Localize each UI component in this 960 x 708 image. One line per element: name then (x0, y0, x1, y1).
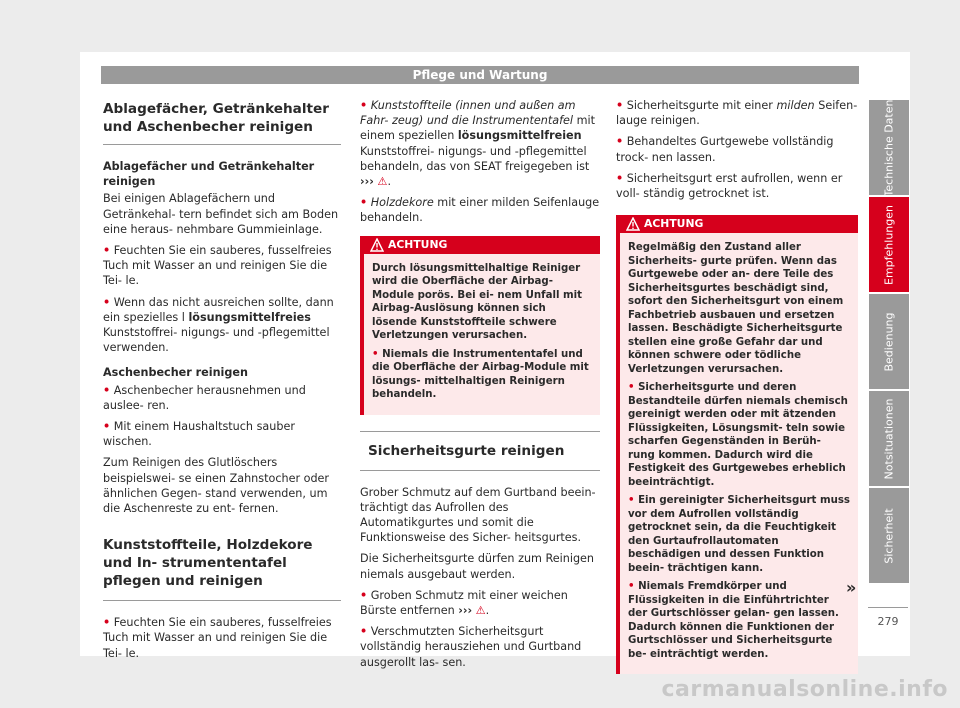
column-2 (360, 98, 600, 676)
warning-title: ACHTUNG (644, 217, 704, 231)
section-heading-box (103, 536, 341, 601)
bullet-item: • Aschenbecher herausnehmen und auslee- ren. (103, 383, 306, 412)
section-heading-box (360, 431, 600, 471)
tab-notsituationen[interactable]: Notsituationen (869, 391, 909, 486)
warning-body (620, 233, 858, 674)
cross-reference-link[interactable]: ››› (458, 604, 473, 618)
bullet-icon: • (103, 295, 111, 309)
bullet-icon: • (360, 99, 368, 112)
tab-empfehlungen[interactable]: Empfehlungen (869, 197, 909, 292)
paragraph: Die Sicherheitsgurte dürfen zum Reinigen niemals ausgebaut werden. (360, 552, 595, 581)
bullet-icon: • (628, 495, 635, 507)
bullet-icon: • (103, 244, 111, 258)
warning-triangle-icon: ⚠ (475, 604, 486, 618)
section-heading: Sicherheitsgurte reinigen (368, 442, 565, 459)
watermark: carmanualsonline.info (661, 677, 948, 702)
column-3 (616, 98, 858, 674)
bullet-icon: • (616, 171, 624, 185)
warning-box (616, 215, 858, 674)
bullet-icon: • (360, 588, 368, 602)
paragraph: Zum Reinigen des Glutlöschers beispielswei- se einen Zahnstocher oder ähnlichen Gegen- stand verwenden, um die Aschenreste zu ent- fernen. (103, 456, 330, 516)
warning-header (620, 215, 858, 233)
section-heading-box (103, 98, 341, 145)
warning-text: Durch lösungsmittelhaltige Reiniger wird die Oberfläche der Airbag-Module porös. Bei ei- nem Unfall mit Airbag-Auslösung können sich lösende Kunststoffteile schwere Verletzungen verursachen. (372, 262, 582, 342)
bullet-item: • Behandeltes Gurtgewebe vollständig trock- nen lassen. (616, 135, 834, 164)
warning-box (360, 236, 600, 415)
bullet-item: • Mit einem Haushaltstuch sauber wischen. (103, 420, 295, 449)
bullet-item: • Kunststoffteile (innen und außen am Fahr- zeug) und die Instrumententafel mit einem speziellen lösungsmittelfreien Kunststoffrei- nigungs- und -pflegemittel behandeln, das von SEAT freigegeben ist ››› ⚠. (360, 99, 595, 189)
tab-sicherheit[interactable]: Sicherheit (869, 488, 909, 583)
bullet-item: • Wenn das nicht ausreichen sollte, dann ein spezielles l lösungsmittelfreies Kunststoffrei- nigungs- und -pflegemittel verwenden. (103, 295, 334, 355)
paragraph: Bei einigen Ablagefächern und Getränkehal- tern befindet sich am Boden eine heraus- nehmbare Gummieinlage. (103, 192, 339, 236)
bullet-item: • Verschmutzten Sicherheitsgurt vollständig herausziehen und Gurtband ausgerollt las- sen. (360, 625, 582, 669)
bullet-icon: • (103, 616, 111, 630)
continue-arrow-icon: » (846, 578, 857, 597)
tab-technische-daten[interactable]: Technische Daten (869, 100, 909, 195)
warning-body (364, 254, 600, 415)
paragraph: Grober Schmutz auf dem Gurtband beein- trächtigt das Aufrollen des Automatikgurtes und somit die Funktionsweise des Sicher- heitsgurtes. (360, 485, 596, 545)
bullet-item: • Feuchten Sie ein sauberes, fusselfreies Tuch mit Wasser an und reinigen Sie die Tei- le. (103, 244, 332, 288)
page-number: 279 (877, 615, 899, 628)
section-heading: Ablagefächer, Getränkehalter und Aschenbecher reinigen (103, 101, 329, 135)
bullet-item: • Groben Schmutz mit einer weichen Bürste entfernen ››› ⚠. (360, 588, 568, 618)
section-heading: Kunststoffteile, Holzdekore und In- strumententafel pflegen und reinigen (103, 537, 313, 590)
bullet-icon: • (628, 581, 635, 593)
bullet-icon: • (628, 382, 635, 394)
bullet-icon: • (360, 196, 368, 210)
warning-text: Regelmäßig den Zustand aller Sicherheits- gurte prüfen. Wenn das Gurtgewebe oder an- dere Teile des Sicherheitsgurtes beschädigt sind, sofort den Sicherheitsgurt von einem Fachbetrieb ausbauen und ersetzen lassen. Beschädigte Sicherheitsgurte stellen eine große Gefahr dar und können schwere oder tödliche Verletzungen verursachen. (628, 242, 844, 375)
bullet-icon: • (616, 135, 624, 149)
warning-header (364, 236, 600, 254)
bullet-item: • Niemals die Instrumententafel und die Oberfläche der Airbag-Module mit lösungs- mittelhaltigen Reinigern behandeln. (372, 348, 589, 401)
tab-bedienung[interactable]: Bedienung (869, 294, 909, 389)
bullet-item: • Sicherheitsgurt erst aufrollen, wenn er voll- ständig getrocknet ist. (616, 171, 843, 201)
page-number-divider (868, 607, 908, 608)
bullet-item: • Sicherheitsgurte mit einer milden Seifen- lauge reinigen. (616, 99, 858, 128)
warning-triangle-icon (370, 238, 384, 252)
bullet-item: • Sicherheitsgurte und deren Bestandteile dürfen niemals chemisch gereinigt werden oder mit ätzenden Flüssigkeiten, Lösungsmit- teln sowie scharfen Gegenständen in Berüh- rung kommen. Dadurch wird die Festigkeit des Gurtgewebes erheblich beeinträchtigt. (628, 382, 848, 488)
page-header: Pflege und Wartung (101, 66, 859, 84)
bullet-icon: • (616, 99, 624, 112)
warning-triangle-icon (626, 217, 640, 231)
subheading: Aschenbecher reinigen (103, 366, 248, 380)
bullet-icon: • (103, 383, 111, 397)
warning-triangle-icon: ⚠ (377, 175, 388, 189)
column-1 (103, 98, 341, 667)
bullet-icon: • (360, 625, 368, 639)
cross-reference-link[interactable]: ››› (360, 175, 374, 189)
subheading: Ablagefächer und Getränkehalter reinigen (103, 160, 315, 189)
bullet-item: • Holzdekore mit einer milden Seifenlauge behandeln. (360, 196, 600, 225)
bullet-icon: • (103, 420, 111, 434)
bullet-item: • Ein gereinigter Sicherheitsgurt muss vor dem Aufrollen vollständig getrocknet sein, da die Feuchtigkeit den Gurtaufrollautomaten beschädigen und dessen Funktion beein- trächtigen kann. (628, 495, 850, 574)
bullet-icon: • (372, 348, 379, 360)
warning-title: ACHTUNG (388, 237, 448, 251)
bullet-item: • Niemals Fremdkörper und Flüssigkeiten in die Einführtrichter der Gurtschlösser gelan- gen lassen. Dadurch können die Funktionen der Gurtschlösser und Sicherheitsgurte be- einträchtigt werden. (628, 581, 839, 660)
bullet-item: • Feuchten Sie ein sauberes, fusselfreies Tuch mit Wasser an und reinigen Sie die Tei- le. (103, 616, 332, 660)
